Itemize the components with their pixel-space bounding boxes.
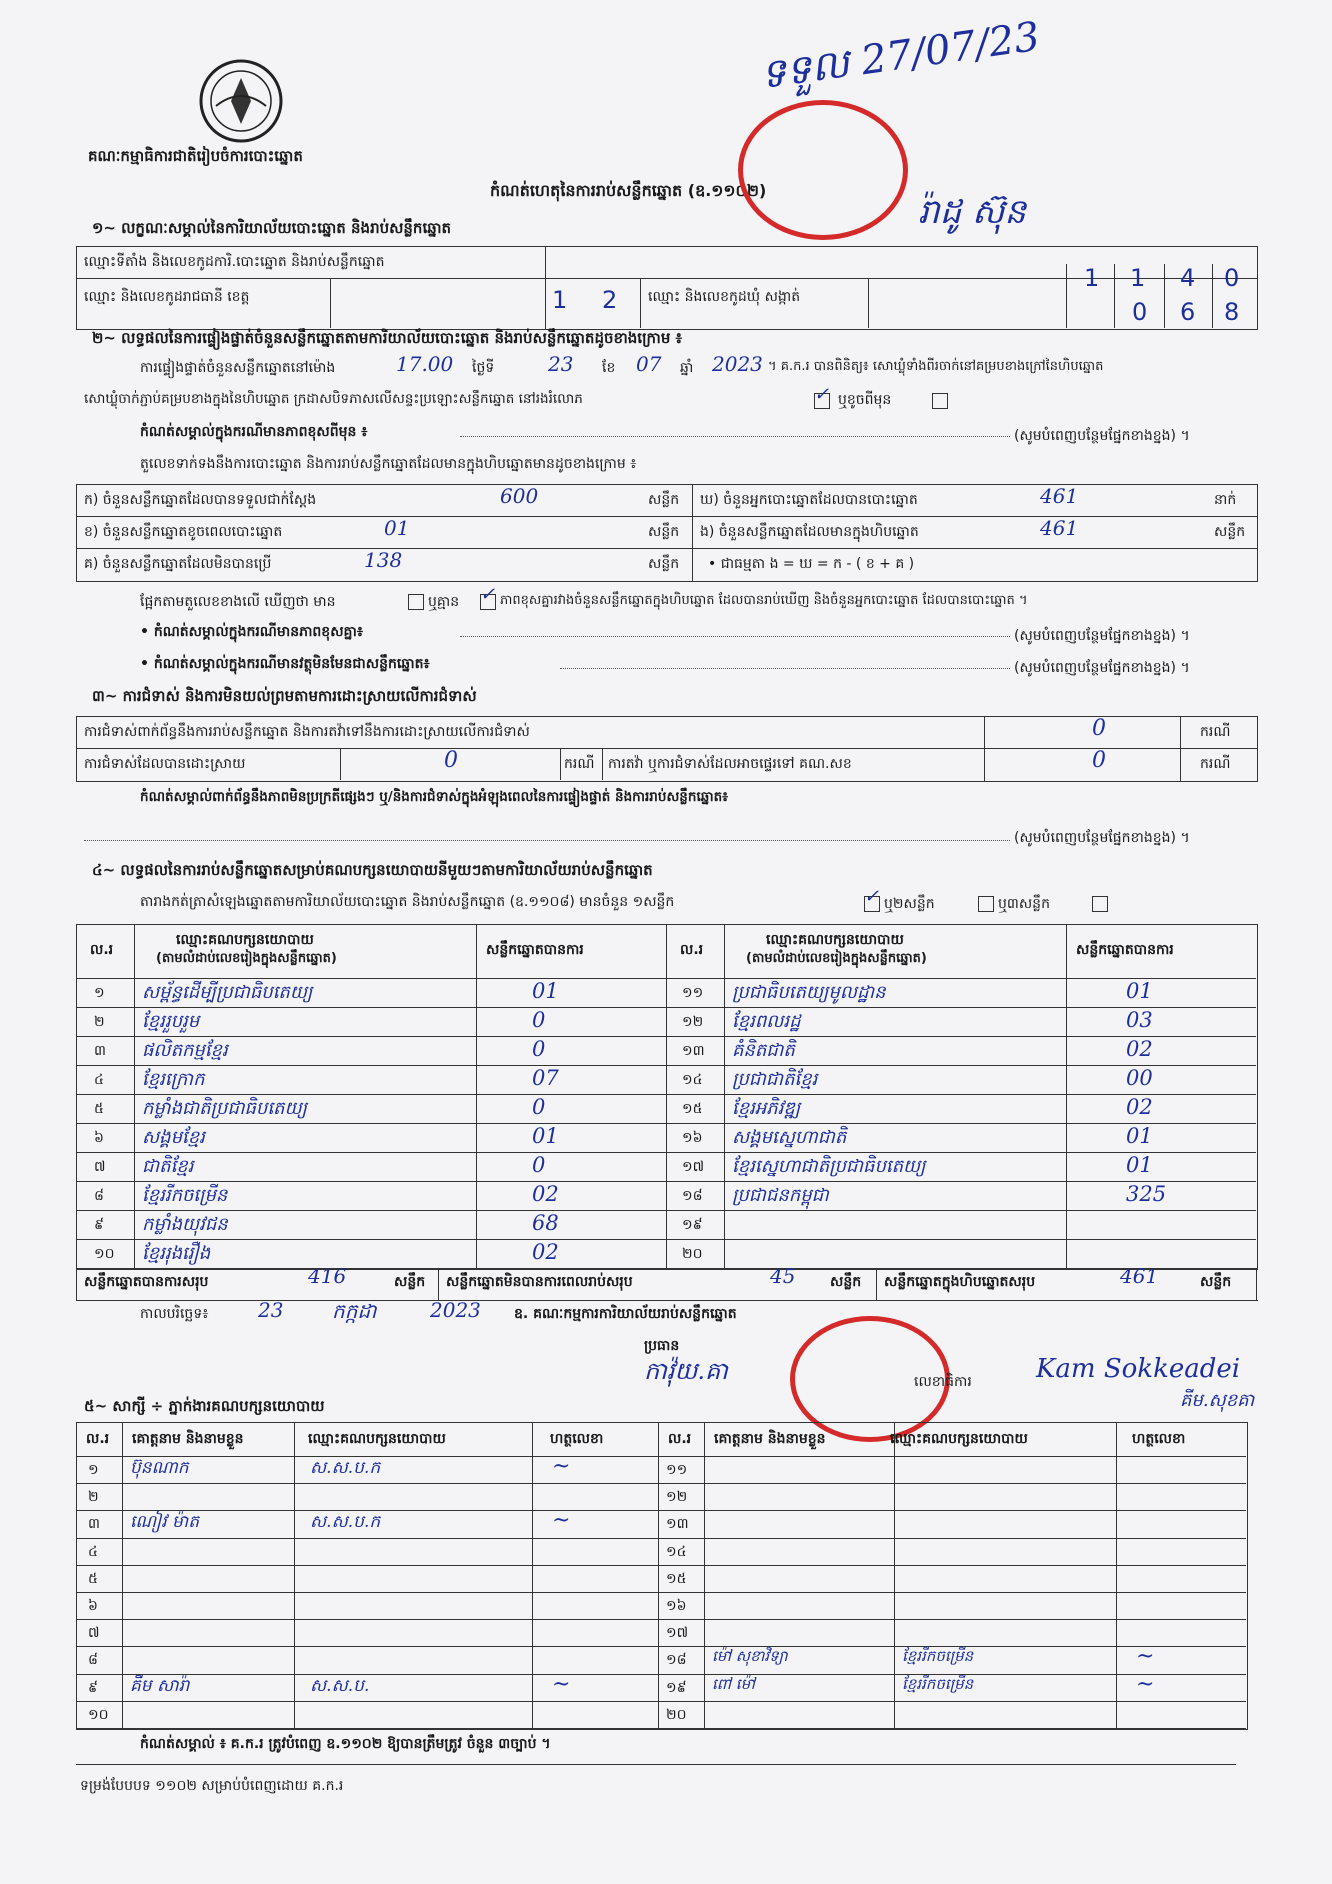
- inbox-label: ង) ចំនួនសន្លឹកឆ្នោតដែលមានក្នុងហិបឆ្នោត: [700, 524, 919, 540]
- witness-row-no: ១១: [666, 1462, 688, 1478]
- party-name: ប្រជាជនកម្ពុជា: [732, 1185, 829, 1206]
- diff-note-label: កំណត់សម្គាល់ក្នុងករណីមានភាពខុសពីមុន ៖: [140, 424, 368, 440]
- witness-signature: ~: [1136, 1644, 1155, 1670]
- party-name: សង្គមខ្មែរ: [142, 1127, 205, 1148]
- verify-text-c: ខែ: [602, 360, 616, 376]
- form-sheet: គណៈកម្មាធិការជាតិរៀបចំការបោះឆ្នោត កំណត់ហេតុនៃការរាប់សន្លឹកឆ្នោត (ឧ.១១០២) ទទួល 27/07/23 រ៉ាដូ ស៊ុន ១~ លក្ខណៈសម្គាល់នៃការិយាល័យបោះឆ្នោត និងរាប់សន្លឹកឆ្នោត ឈ្មោះទីតាំង និងលេខកូដការិ.បោះឆ្នោត និងរាប់សន្លឹកឆ្នោត ឈ្មោះ និងលេខកូដរាជធានី ខេត្ត 1 2 ឈ្មោះ និងលេខកូដឃុំ សង្កាត់ 1 1 4 0 0 6 8 ២~ លទ្ធផលនៃការផ្ទៀងផ្ទាត់ចំនួនសន្លឹកឆ្នោតតាមការិយាល័យបោះឆ្នោត និងរាប់សន្លឹកឆ្នោតដូចខាងក្រោម ៖ ការផ្ទៀងផ្ទាត់ចំនួនសន្លឹកឆ្នោតនៅម៉ោង 17.00 ថ្ងៃទី 23 ខែ 07 ឆ្នាំ 2023 ។ គ.ក.រ បានពិនិត្យ៖ សោឃ្លុំទាំងពីរចាក់នៅគម្របខាងក្រៅនៃហិបឆ្នោត សោឃ្លុំចាក់ភ្ជាប់គម្របខាងក្នុងនៃហិបឆ្នោត ក្រដាសបិទភាសលើសន្ទះប្រឡោះសន្លឹកឆ្នោត នៅរងរំលោភ ✓ ឬខូចពីមុន កំណត់សម្គាល់ក្នុងករណីមានភាពខុសពីមុន ៖ (សូមបំពេញបន្ថែមផ្នែកខាងខ្នង) ។ តួលេខទាក់ទងនឹងការបោះឆ្នោត និងការរាប់សន្លឹកឆ្នោតដែលមានក្នុងហិបឆ្នោតមានដូចខាងក្រោម ៖ ក) ចំនួនសន្លឹកឆ្នោតដែលបានទទួលជាក់ស្តែង 600 សន្លឹក ខ) ចំនួនសន្លឹកឆ្នោតខូចពេលបោះឆ្នោត 01 សន្លឹក គ) ចំនួនសន្លឹកឆ្នោតដែលមិនបានប្រើ 138 សន្លឹក ឃ) ចំនួនអ្នកបោះឆ្នោតដែលបានបោះឆ្នោត 461 នាក់ ង) ចំនួនសន្លឹកឆ្នោតដែលមានក្នុងហិបឆ្នោត 461 សន្លឹក • ជាធម្មតា ង = ឃ = ក - ( ខ + គ ) ផ្អែកតាមតួលេខខាងលើ ឃើញថា មាន ឬគ្មាន ✓ ភាពខុសគ្នារវាងចំនួនសន្លឹកឆ្នោតក្នុងហិបឆ្នោត ដែលបានរាប់ឃើញ និងចំនួនអ្នកបោះឆ្នោត ដែលបានបោះឆ្នោត ។ • កំណត់សម្គាល់ក្នុងករណីមានភាពខុសគ្នា៖ (សូមបំពេញបន្ថែមផ្នែកខាងខ្នង) ។ • កំណត់សម្គាល់ក្នុងករណីមានវត្ថុមិនមែនជាសន្លឹកឆ្នោត៖ (សូមបំពេញបន្ថែមផ្នែកខាងខ្នង) ។ ៣~ ការជំទាស់ និងការមិនយល់ព្រមតាមការដោះស្រាយលើការជំទាស់ ការជំទាស់ពាក់ព័ន្ធនឹងការរាប់សន្លឹកឆ្នោត និងការតវ៉ាទៅនឹងការដោះស្រាយលើការជំទាស់ 0 ករណី ការជំទាស់ដែលបានដោះស្រាយ 0 ករណី ការតវ៉ា ឬការជំទាស់ដែលអាចផ្ទេរទៅ គណ.សខ 0 ករណី កំណត់សម្គាល់ពាក់ព័ន្ធនឹងភាពមិនប្រក្រតីផ្សេងៗ ឬ/និងការជំទាស់ក្នុងអំឡុងពេលនៃការផ្ទៀងផ្ទាត់ និងការរាប់សន្លឹកឆ្នោត៖ (សូមបំពេញបន្ថែមផ្នែកខាងខ្នង) ។ ៤~ លទ្ធផលនៃការរាប់សន្លឹកឆ្នោតសម្រាប់គណបក្សនយោបាយនីមួយៗតាមការិយាល័យរាប់សន្លឹកឆ្នោត តារាងកត់ត្រាសំឡេងឆ្នោតតាមការិយាល័យបោះឆ្នោត និងរាប់សន្លឹកឆ្នោត (ឧ.១១០៨) មានចំនួន ១សន្លឹក ✓ ឬ២សន្លឹក ឬ៣សន្លឹក ល.រ ឈ្មោះគណបក្សនយោបាយ (តាមលំដាប់លេខរៀងក្នុងសន្លឹកឆ្នោត) សន្លឹកឆ្នោតបានការ ល.រ ឈ្មោះគណបក្សនយោបាយ (តាមលំដាប់លេខរៀងក្នុងសន្លឹកឆ្នោត) សន្លឹកឆ្នោតបានការ ១ សម្ព័ន្ធដើម្បីប្រជាធិបតេយ្យ 01 ២ ខ្មែររួបរួម 0 ៣ ផលិតកម្មខ្មែរ 0 ៤ ខ្មែរក្រោក 07 ៥ កម្លាំងជាតិប្រជាធិបតេយ្យ 0 ៦ សង្គមខ្មែរ 01 ៧ ជាតិខ្មែរ 0 ៨ ខ្មែររីកចម្រើន 02 ៩ កម្លាំងយុវជន 68 ១០ ខ្មែររុងរឿង 02 ១១ ប្រជាធិបតេយ្យមូលដ្ឋាន 01 ១២ ខ្មែរពលរដ្ឋ 03 ១៣ គំនិតជាតិ 02 ១៤ ប្រជាជាតិខ្មែរ 00 ១៥ ខ្មែរអភិវឌ្ឍ 02 ១៦ សង្គមស្នេហាជាតិ 01 ១៧ ខ្មែរស្នេហាជាតិប្រជាធិបតេយ្យ 01 ១៨ ប្រជាជនកម្ពុជា 325 ១៩ ២០ សន្លឹកឆ្នោតបានការសរុប 416 សន្លឹក សន្លឹកឆ្នោតមិនបានការពេលរាប់សរុប 45 សន្លឹក សន្លឹកឆ្នោតក្នុងហិបឆ្នោតសរុប 461 សន្លឹក កាលបរិច្ឆេទ៖ 23 កក្កដា 2023 ឧ. គណៈកម្មការការិយាល័យរាប់សន្លឹកឆ្នោត ប្រធាន កាវ៉ុយ.គា លេខាធិការ Kam Sokkeadei គីម.សុខគា ៥~ សាក្សី ÷ ភ្នាក់ងារគណបក្សនយោបាយ ល.រ គោត្តនាម និងនាមខ្លួន ឈ្មោះគណបក្សនយោបាយ ហត្ថលេខា ល.រ គោត្តនាម និងនាមខ្លួន ឈ្មោះគណបក្សនយោបាយ ហត្ថលេខា ១ ប៊ុនណាក ស.ស.ប.ក ~ ២ ៣ ណៀវ ម៉ាត ស.ស.ប.ក ~ ៤ ៥ ៦ ៧ ៨ ៩ គឹម សារ៉ា ស.ស.ប. ~ ១០ ១១ ១២ ១៣ ១៤ ១៥ ១៦ ១៧ ១៨ ម៉ៅ សុខាវិទ្យា ខ្មែររីកចម្រើន ~ ១៩ ពៅ ម៉ៅ ខ្មែររីកចម្រើន ~ ២០ កំណត់សម្គាល់ ៖ គ.ក.រ ត្រូវបំពេញ ឧ.១១០២ ឱ្យបានត្រឹមត្រូវ ចំនួន ៣ច្បាប់ ។ ទម្រង់បែបបទ ១១០២ សម្រាប់បំពេញដោយ គ.ក.រ: [0, 0, 1332, 1884]
- total-box-value: 461: [1120, 1264, 1159, 1288]
- party-name: ខ្មែររួបរួម: [142, 1011, 200, 1032]
- verify-text-d: ឆ្នាំ: [680, 360, 694, 376]
- party-row-no: ៤: [94, 1072, 104, 1088]
- party-votes: 0: [532, 1037, 546, 1061]
- witness-name: ពៅ ម៉ៅ: [712, 1674, 755, 1693]
- results-col-no-2: ល.រ: [680, 942, 704, 958]
- spoiled-unit: សន្លឹក: [648, 524, 680, 540]
- witness-party: ស.ស.ប.: [310, 1675, 370, 1696]
- section5-title: ៥~ សាក្សី ÷ ភ្នាក់ងារគណបក្សនយោបាយ: [84, 1397, 325, 1415]
- results-col-no: ល.រ: [90, 942, 114, 958]
- station-label: ឈ្មោះទីតាំង និងលេខកូដការិ.បោះឆ្នោត និងរាប់សន្លឹកឆ្នោត: [84, 254, 385, 270]
- result-tail: ភាពខុសគ្នារវាងចំនួនសន្លឹកឆ្នោតក្នុងហិបឆ្នោត ដែលបានរាប់ឃើញ និងចំនួនអ្នកបោះឆ្នោត ដែលបានបោះឆ្នោត ។: [500, 593, 1028, 608]
- party-votes: 07: [532, 1066, 559, 1090]
- total-valid-label: សន្លឹកឆ្នោតបានការសរុប: [84, 1274, 209, 1290]
- witness-col-name: គោត្តនាម និងនាមខ្លួន: [132, 1431, 244, 1447]
- witness-col-name: គោត្តនាម និងនាមខ្លួន: [714, 1431, 826, 1447]
- bullet-diff: • កំណត់សម្គាល់ក្នុងករណីមានភាពខុសគ្នា៖: [140, 624, 364, 640]
- party-row-no: ១២: [682, 1014, 704, 1030]
- two-sheet-checkbox[interactable]: [978, 896, 994, 912]
- witness-party: ស.ស.ប.ក: [310, 1458, 381, 1478]
- secretary-signature: Kam Sokkeadei: [1036, 1354, 1241, 1384]
- nec-emblem-icon: [196, 56, 286, 146]
- party-row-no: ៧: [94, 1159, 106, 1175]
- party-row-no: ២០: [682, 1246, 703, 1262]
- footer-note: កំណត់សម្គាល់ ៖ គ.ក.រ ត្រូវបំពេញ ឧ.១១០២ ឱ្យបានត្រឹមត្រូវ ចំនួន ៣ច្បាប់ ។: [140, 1736, 551, 1752]
- party-votes: 01: [1126, 1153, 1153, 1177]
- footer-form-note: ទម្រង់បែបបទ ១១០២ សម្រាប់បំពេញដោយ គ.ក.រ: [80, 1778, 344, 1794]
- witness-row-no: ១៣: [666, 1516, 689, 1533]
- witness-col-sign: ហត្ថលេខា: [1132, 1431, 1186, 1447]
- commune-code-1: 0: [1132, 298, 1148, 326]
- bullet-foreign: • កំណត់សម្គាល់ក្នុងករណីមានវត្ថុមិនមែនជាសន្លឹកឆ្នោត៖: [140, 656, 430, 672]
- witness-signature: ~: [1136, 1671, 1155, 1697]
- party-votes: 01: [532, 1124, 559, 1148]
- diff-none-label: ឬគ្មាន: [428, 594, 460, 610]
- spoiled-label: ខ) ចំនួនសន្លឹកឆ្នោតខូចពេលបោះឆ្នោត: [84, 524, 283, 540]
- party-row-no: ១: [94, 985, 105, 1001]
- party-votes: 68: [532, 1211, 559, 1235]
- party-row-no: ៣: [94, 1043, 106, 1059]
- results-col-party-2: ឈ្មោះគណបក្សនយោបាយ: [766, 932, 904, 948]
- complaints-unit-2: ករណី: [1200, 756, 1231, 772]
- secretary-kh-name: គីម.សុខគា: [1180, 1390, 1255, 1411]
- fill-more-1: (សូមបំពេញបន្ថែមផ្នែកខាងខ្នង) ។: [1014, 428, 1190, 444]
- party-name: ខ្មែរក្រោក: [142, 1069, 205, 1090]
- party-row-no: ១៧: [682, 1159, 705, 1175]
- date-year: 2023: [430, 1298, 481, 1322]
- section1-title: ១~ លក្ខណៈសម្គាល់នៃការិយាល័យបោះឆ្នោត និងរាប់សន្លឹកឆ្នោត: [92, 219, 452, 237]
- numbers-intro: តួលេខទាក់ទងនឹងការបោះឆ្នោត និងការរាប់សន្លឹកឆ្នោតដែលមានក្នុងហិបឆ្នោតមានដូចខាងក្រោម ៖: [140, 456, 637, 472]
- broken-label: ឬខូចពីមុន: [838, 392, 892, 408]
- appeal-label: ការតវ៉ា ឬការជំទាស់ដែលអាចផ្ទេរទៅ គណ.សខ: [608, 756, 852, 772]
- witness-name: ប៊ុនណាក: [130, 1458, 189, 1478]
- witness-row-no: ៤: [88, 1543, 98, 1560]
- voters-unit: នាក់: [1214, 492, 1237, 508]
- results-col-party-sub-2: (តាមលំដាប់លេខរៀងក្នុងសន្លឹកឆ្នោត): [746, 951, 927, 966]
- total-invalid-value: 45: [770, 1264, 796, 1288]
- witness-row-no: ១០: [88, 1706, 109, 1723]
- witness-row-no: ១៦: [666, 1598, 687, 1614]
- party-votes: 325: [1126, 1182, 1167, 1206]
- party-votes: 00: [1126, 1066, 1153, 1090]
- verify-text-p2: សោឃ្លុំចាក់ភ្ជាប់គម្របខាងក្នុងនៃហិបឆ្នោត ក្រដាសបិទភាសលើសន្ទះប្រឡោះសន្លឹកឆ្នោត នៅរងរំលោភ: [84, 391, 583, 407]
- resolved-unit: ករណី: [564, 756, 595, 772]
- witness-row-no: ១៥: [666, 1570, 687, 1587]
- witness-row-no: ៣: [88, 1516, 100, 1533]
- party-votes: 02: [1126, 1037, 1153, 1061]
- party-row-no: ១៨: [682, 1188, 703, 1204]
- inbox-unit: សន្លឹក: [1214, 524, 1246, 540]
- station-code-2: 1: [1130, 264, 1146, 292]
- witness-col-party: ឈ្មោះគណបក្សនយោបាយ: [890, 1431, 1028, 1447]
- province-label: ឈ្មោះ និងលេខកូដរាជធានី ខេត្ត: [84, 289, 250, 305]
- witness-name: ម៉ៅ សុខាវិទ្យា: [712, 1647, 788, 1666]
- section4-title: ៤~ លទ្ធផលនៃការរាប់សន្លឹកឆ្នោតសម្រាប់គណបក្សនយោបាយនីមួយៗតាមការិយាល័យរាប់សន្លឹកឆ្នោត: [92, 861, 653, 879]
- party-name: គំនិតជាតិ: [732, 1040, 795, 1061]
- province-code-1: 1: [552, 286, 568, 314]
- witness-col-no: ល.រ: [668, 1431, 692, 1447]
- president-label: ប្រធាន: [644, 1338, 680, 1354]
- results-col-votes: សន្លឹកឆ្នោតបានការ: [486, 942, 584, 958]
- party-row-no: ១៤: [682, 1072, 703, 1088]
- three-sheet-label: ឬ៣សន្លឹក: [998, 896, 1050, 912]
- verify-text-a: ការផ្ទៀងផ្ទាត់ចំនួនសន្លឹកឆ្នោតនៅម៉ោង: [140, 360, 336, 376]
- party-row-no: ១៦: [682, 1130, 703, 1146]
- witness-row-no: ៨: [88, 1652, 98, 1669]
- party-name: ខ្មែរអភិវឌ្ឍ: [732, 1098, 801, 1119]
- voters-value: 461: [1040, 484, 1079, 508]
- party-votes: 0: [532, 1153, 546, 1177]
- witness-name: គឹម សារ៉ា: [130, 1675, 190, 1696]
- party-name: ប្រជាធិបតេយ្យមូលដ្ឋាន: [732, 982, 886, 1003]
- party-votes: 01: [1126, 979, 1153, 1003]
- witness-row-no: ១២: [666, 1489, 688, 1506]
- irregularities-note: កំណត់សម្គាល់ពាក់ព័ន្ធនឹងភាពមិនប្រក្រតីផ្សេងៗ ឬ/និងការជំទាស់ក្នុងអំឡុងពេលនៃការផ្ទៀងផ្ទាត់ និងការរាប់សន្លឹកឆ្នោត៖: [140, 789, 729, 805]
- complaints-unit-1: ករណី: [1200, 724, 1231, 740]
- witness-col-party: ឈ្មោះគណបក្សនយោបាយ: [308, 1431, 446, 1447]
- verify-text-e: ។ គ.ក.រ បានពិនិត្យ៖ សោឃ្លុំទាំងពីរចាក់នៅគម្របខាងក្រៅនៃហិបឆ្នោត: [768, 359, 1104, 374]
- verify-text-b: ថ្ងៃទី: [472, 360, 495, 376]
- party-row-no: ៦: [94, 1130, 104, 1146]
- result-line: ផ្អែកតាមតួលេខខាងលើ ឃើញថា មាន: [140, 594, 336, 610]
- party-name: ខ្មែររុងរឿង: [142, 1243, 211, 1264]
- commune-code-3: 8: [1224, 298, 1240, 326]
- formula: • ជាធម្មតា ង = ឃ = ក - ( ខ + គ ): [708, 556, 915, 572]
- broken-checkbox[interactable]: [932, 393, 948, 409]
- official-stamp-top: [738, 100, 908, 240]
- results-col-votes-2: សន្លឹកឆ្នោតបានការ: [1076, 942, 1174, 958]
- results-col-party-sub: (តាមលំដាប់លេខរៀងក្នុងសន្លឹកឆ្នោត): [156, 951, 337, 966]
- date-month: កក្កដា: [332, 1299, 377, 1323]
- total-invalid-label: សន្លឹកឆ្នោតមិនបានការពេលរាប់សរុប: [446, 1274, 633, 1290]
- commune-label: ឈ្មោះ និងលេខកូដឃុំ សង្កាត់: [648, 289, 801, 305]
- party-votes: 01: [1126, 1124, 1153, 1148]
- fill-more-4: (សូមបំពេញបន្ថែមផ្នែកខាងខ្នង) ។: [1014, 830, 1190, 846]
- witness-row-no: ៦: [88, 1598, 98, 1614]
- voters-label: ឃ) ចំនួនអ្នកបោះឆ្នោតដែលបានបោះឆ្នោត: [700, 492, 918, 508]
- form-title: កំណត់ហេតុនៃការរាប់សន្លឹកឆ្នោត (ឧ.១១០២): [490, 181, 767, 200]
- total-invalid-unit: សន្លឹក: [830, 1274, 862, 1290]
- received-label: ក) ចំនួនសន្លឹកឆ្នោតដែលបានទទួលជាក់ស្តែង: [84, 492, 317, 508]
- party-name: ខ្មែរស្នេហាជាតិប្រជាធិបតេយ្យ: [732, 1156, 926, 1177]
- witness-row-no: ៩: [88, 1679, 98, 1696]
- party-name: ខ្មែរពលរដ្ឋ: [732, 1011, 801, 1032]
- complaints-row1-value: 0: [1092, 716, 1106, 741]
- station-code-3: 4: [1180, 264, 1196, 292]
- party-votes: 02: [532, 1240, 559, 1264]
- party-row-no: ១០: [94, 1246, 115, 1262]
- party-name: កម្លាំងយុវជន: [142, 1214, 228, 1235]
- party-row-no: ១១: [682, 985, 704, 1001]
- verify-year: 2023: [712, 352, 763, 376]
- party-name: ប្រជាជាតិខ្មែរ: [732, 1069, 818, 1090]
- verify-month: 07: [636, 352, 662, 376]
- party-votes: 01: [532, 979, 559, 1003]
- party-name: សម្ព័ន្ធដើម្បីប្រជាធិបតេយ្យ: [142, 982, 313, 1003]
- party-name: ខ្មែររីកចម្រើន: [142, 1185, 228, 1206]
- party-row-no: ១៣: [682, 1043, 705, 1059]
- party-votes: 0: [532, 1095, 546, 1119]
- party-votes: 02: [1126, 1095, 1153, 1119]
- witness-party: ខ្មែររីកចម្រើន: [902, 1674, 974, 1693]
- resolved-label: ការជំទាស់ដែលបានដោះស្រាយ: [84, 756, 246, 772]
- secretary-label: លេខាធិការ: [914, 1374, 972, 1390]
- witness-party: ស.ស.ប.ក: [310, 1512, 381, 1533]
- party-row-no: ២: [94, 1014, 105, 1030]
- signers-label: ឧ. គណៈកម្មការការិយាល័យរាប់សន្លឹកឆ្នោត: [514, 1306, 737, 1322]
- two-sheet-label: ឬ២សន្លឹក: [884, 896, 935, 912]
- witness-signature: ~: [552, 1508, 571, 1534]
- party-row-no: ៨: [94, 1188, 104, 1204]
- commune-code-2: 6: [1180, 298, 1196, 326]
- party-name: សង្គមស្នេហាជាតិ: [732, 1127, 847, 1148]
- fill-more-3: (សូមបំពេញបន្ថែមផ្នែកខាងខ្នង) ។: [1014, 660, 1190, 676]
- party-row-no: ៩: [94, 1217, 104, 1233]
- witness-row-no: ១៩: [666, 1679, 687, 1696]
- party-name: កម្លាំងជាតិប្រជាធិបតេយ្យ: [142, 1098, 307, 1119]
- party-name: ជាតិខ្មែរ: [142, 1156, 194, 1177]
- unused-label: គ) ចំនួនសន្លឹកឆ្នោតដែលមិនបានប្រើ: [84, 556, 272, 572]
- party-votes: 03: [1126, 1008, 1153, 1032]
- handwritten-signer: រ៉ាដូ ស៊ុន: [918, 192, 1026, 232]
- witness-row-no: ៧: [88, 1625, 100, 1642]
- witness-row-no: ២: [88, 1489, 99, 1506]
- party-votes: 0: [532, 1008, 546, 1032]
- witness-signature: ~: [552, 1671, 571, 1697]
- witness-party: ខ្មែររីកចម្រើន: [902, 1647, 974, 1666]
- diff-yes-checkbox[interactable]: [408, 594, 424, 610]
- complaints-row1: ការជំទាស់ពាក់ព័ន្ធនឹងការរាប់សន្លឹកឆ្នោត និងការតវ៉ាទៅនឹងការដោះស្រាយលើការជំទាស់: [84, 724, 530, 740]
- witness-name: ណៀវ ម៉ាត: [130, 1512, 199, 1533]
- results-col-party: ឈ្មោះគណបក្សនយោបាយ: [176, 932, 314, 948]
- total-valid-value: 416: [308, 1264, 347, 1288]
- witness-row-no: ៥: [88, 1570, 98, 1587]
- witness-row-no: ១៨: [666, 1652, 687, 1669]
- unused-unit: សន្លឹក: [648, 556, 680, 572]
- verify-time: 17.00: [396, 352, 454, 376]
- section2-title: ២~ លទ្ធផលនៃការផ្ទៀងផ្ទាត់ចំនួនសន្លឹកឆ្នោតតាមការិយាល័យបោះឆ្នោត និងរាប់សន្លឹកឆ្នោតដូចខាងក្រោម ៖: [92, 329, 683, 347]
- spoiled-value: 01: [384, 516, 410, 540]
- total-box-unit: សន្លឹក: [1200, 1274, 1232, 1290]
- committee-name: គណៈកម្មាធិការជាតិរៀបចំការបោះឆ្នោត: [88, 147, 303, 165]
- date-label: កាលបរិច្ឆេទ៖: [140, 1306, 209, 1322]
- witness-row-no: ១: [88, 1462, 99, 1478]
- total-valid-unit: សន្លឹក: [394, 1274, 426, 1290]
- witness-row-no: ២០: [666, 1706, 687, 1723]
- fill-more-2: (សូមបំពេញបន្ថែមផ្នែកខាងខ្នង) ។: [1014, 628, 1190, 644]
- witness-col-no: ល.រ: [86, 1431, 110, 1447]
- witness-signature: ~: [552, 1454, 571, 1479]
- handwritten-received-date: ទទួល 27/07/23: [757, 13, 1043, 99]
- three-sheet-checkbox[interactable]: [1092, 896, 1108, 912]
- party-row-no: ១៥: [682, 1101, 703, 1117]
- witness-col-sign: ហត្ថលេខា: [550, 1431, 604, 1447]
- party-row-no: ៥: [94, 1101, 104, 1117]
- appeal-value: 0: [1092, 748, 1106, 773]
- inbox-value: 461: [1040, 516, 1079, 540]
- party-row-no: ១៩: [682, 1217, 703, 1233]
- station-code-4: 0: [1224, 264, 1240, 292]
- party-name: ផលិតកម្មខ្មែរ: [142, 1040, 228, 1061]
- party-votes: 02: [532, 1182, 559, 1206]
- unused-value: 138: [364, 548, 403, 572]
- witness-row-no: ១៤: [666, 1543, 687, 1560]
- verify-day: 23: [548, 352, 574, 376]
- date-day: 23: [258, 1298, 284, 1322]
- witness-row-no: ១៧: [666, 1625, 689, 1642]
- section3-title: ៣~ ការជំទាស់ និងការមិនយល់ព្រមតាមការដោះស្រាយលើការជំទាស់: [92, 687, 477, 705]
- received-unit: សន្លឹក: [648, 492, 680, 508]
- total-box-label: សន្លឹកឆ្នោតក្នុងហិបឆ្នោតសរុប: [884, 1274, 1036, 1290]
- tally-intro: តារាងកត់ត្រាសំឡេងឆ្នោតតាមការិយាល័យបោះឆ្នោត និងរាប់សន្លឹកឆ្នោត (ឧ.១១០៨) មានចំនួន ១សន្លឹក: [140, 894, 675, 910]
- resolved-value: 0: [444, 748, 458, 773]
- received-value: 600: [500, 484, 539, 508]
- president-signature: កាវ៉ុយ.គា: [644, 1357, 728, 1385]
- province-code-2: 2: [602, 286, 618, 314]
- station-code-1: 1: [1084, 264, 1100, 292]
